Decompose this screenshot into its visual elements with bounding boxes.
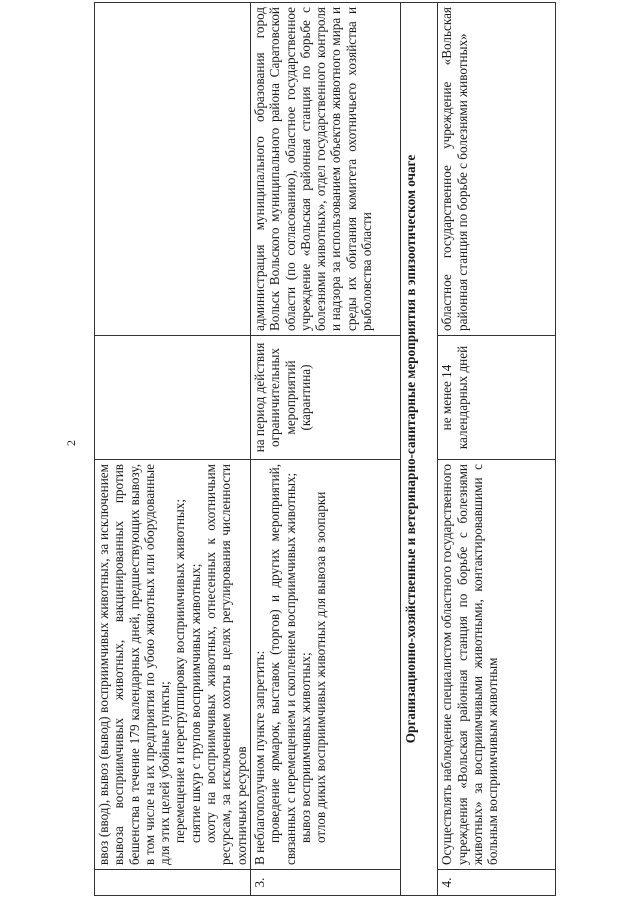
term-cell: не менее 14 календарных дней	[438, 336, 556, 460]
action-cell	[250, 460, 400, 870]
responsible-cell	[95, 3, 251, 336]
measures-table	[94, 2, 556, 896]
section-heading: Организационно-хозяйственные и ветеринарно-санитарные мероприятия в эпизоотическом очаге	[400, 3, 437, 896]
section-heading-row	[400, 3, 437, 896]
table-row	[95, 3, 251, 896]
action-line: ввоз (ввод), вывоз (вывод) восприимчивых животных, за исключением вывоза восприимчивых животных, вакцинированных против бешенства в течение 179 календарных дней, предшествующих вывозу, в том числе на их предприятия по убою животных или оборудованные для этих целей убойные пункты;	[96, 464, 173, 865]
term-cell	[95, 336, 251, 460]
responsible-cell: областное государственное учреждение «Вольская районная станция по борьбе с болезнями животных»	[438, 3, 556, 336]
action-line: снятие шкур с трупов восприимчивых животных;	[187, 563, 203, 843]
action-line: вывоз восприимчивых животных;	[297, 652, 313, 843]
page-number: 2	[64, 440, 78, 446]
row-number: 3.	[250, 870, 400, 896]
responsible-cell: администрация муниципального образования город Вольск Вольского муниципального района Саратовской области (по согласованию), областное государственное учреждение «Вольская районная станция по борьбе с болезнями животных», отдел государственного контроля и надзора за использованием объектов животного мира и среды их обитания комитета охотничьего хозяйства и рыболовства области	[250, 3, 400, 336]
action-line: отлов диких восприимчивых животных для вывоза в зоопарки	[313, 491, 329, 843]
term-cell: на период действия ограничительных мероприятий (карантина)	[250, 336, 400, 460]
action-line: проведение ярмарок, выставок (торгов) и других мероприятий, связанных с перемещением и скоплением восприимчивых животных;	[267, 464, 298, 865]
table-row	[438, 3, 556, 896]
action-cell	[95, 460, 251, 870]
action-line: В неблагополучном пункте запретить:	[251, 650, 267, 865]
measures-table-page	[94, 3, 556, 896]
action-cell: Осуществлять наблюдение специалистом областного государственного учреждения «Вольская районная станция по борьбе с болезнями животных» за восприимчивыми животными, контактировавшими с больным восприимчивым животным	[438, 460, 556, 870]
table-row	[250, 3, 400, 896]
action-line: охоту на восприимчивых животных, отнесенных к охотничьим ресурсам, за исключением охоты в целях регулирования численности охотничьих ресурсов	[203, 464, 249, 865]
row-number	[95, 870, 251, 896]
row-number: 4.	[438, 870, 556, 896]
action-line: перемещение и перегруппировку восприимчивых животных;	[172, 498, 188, 843]
